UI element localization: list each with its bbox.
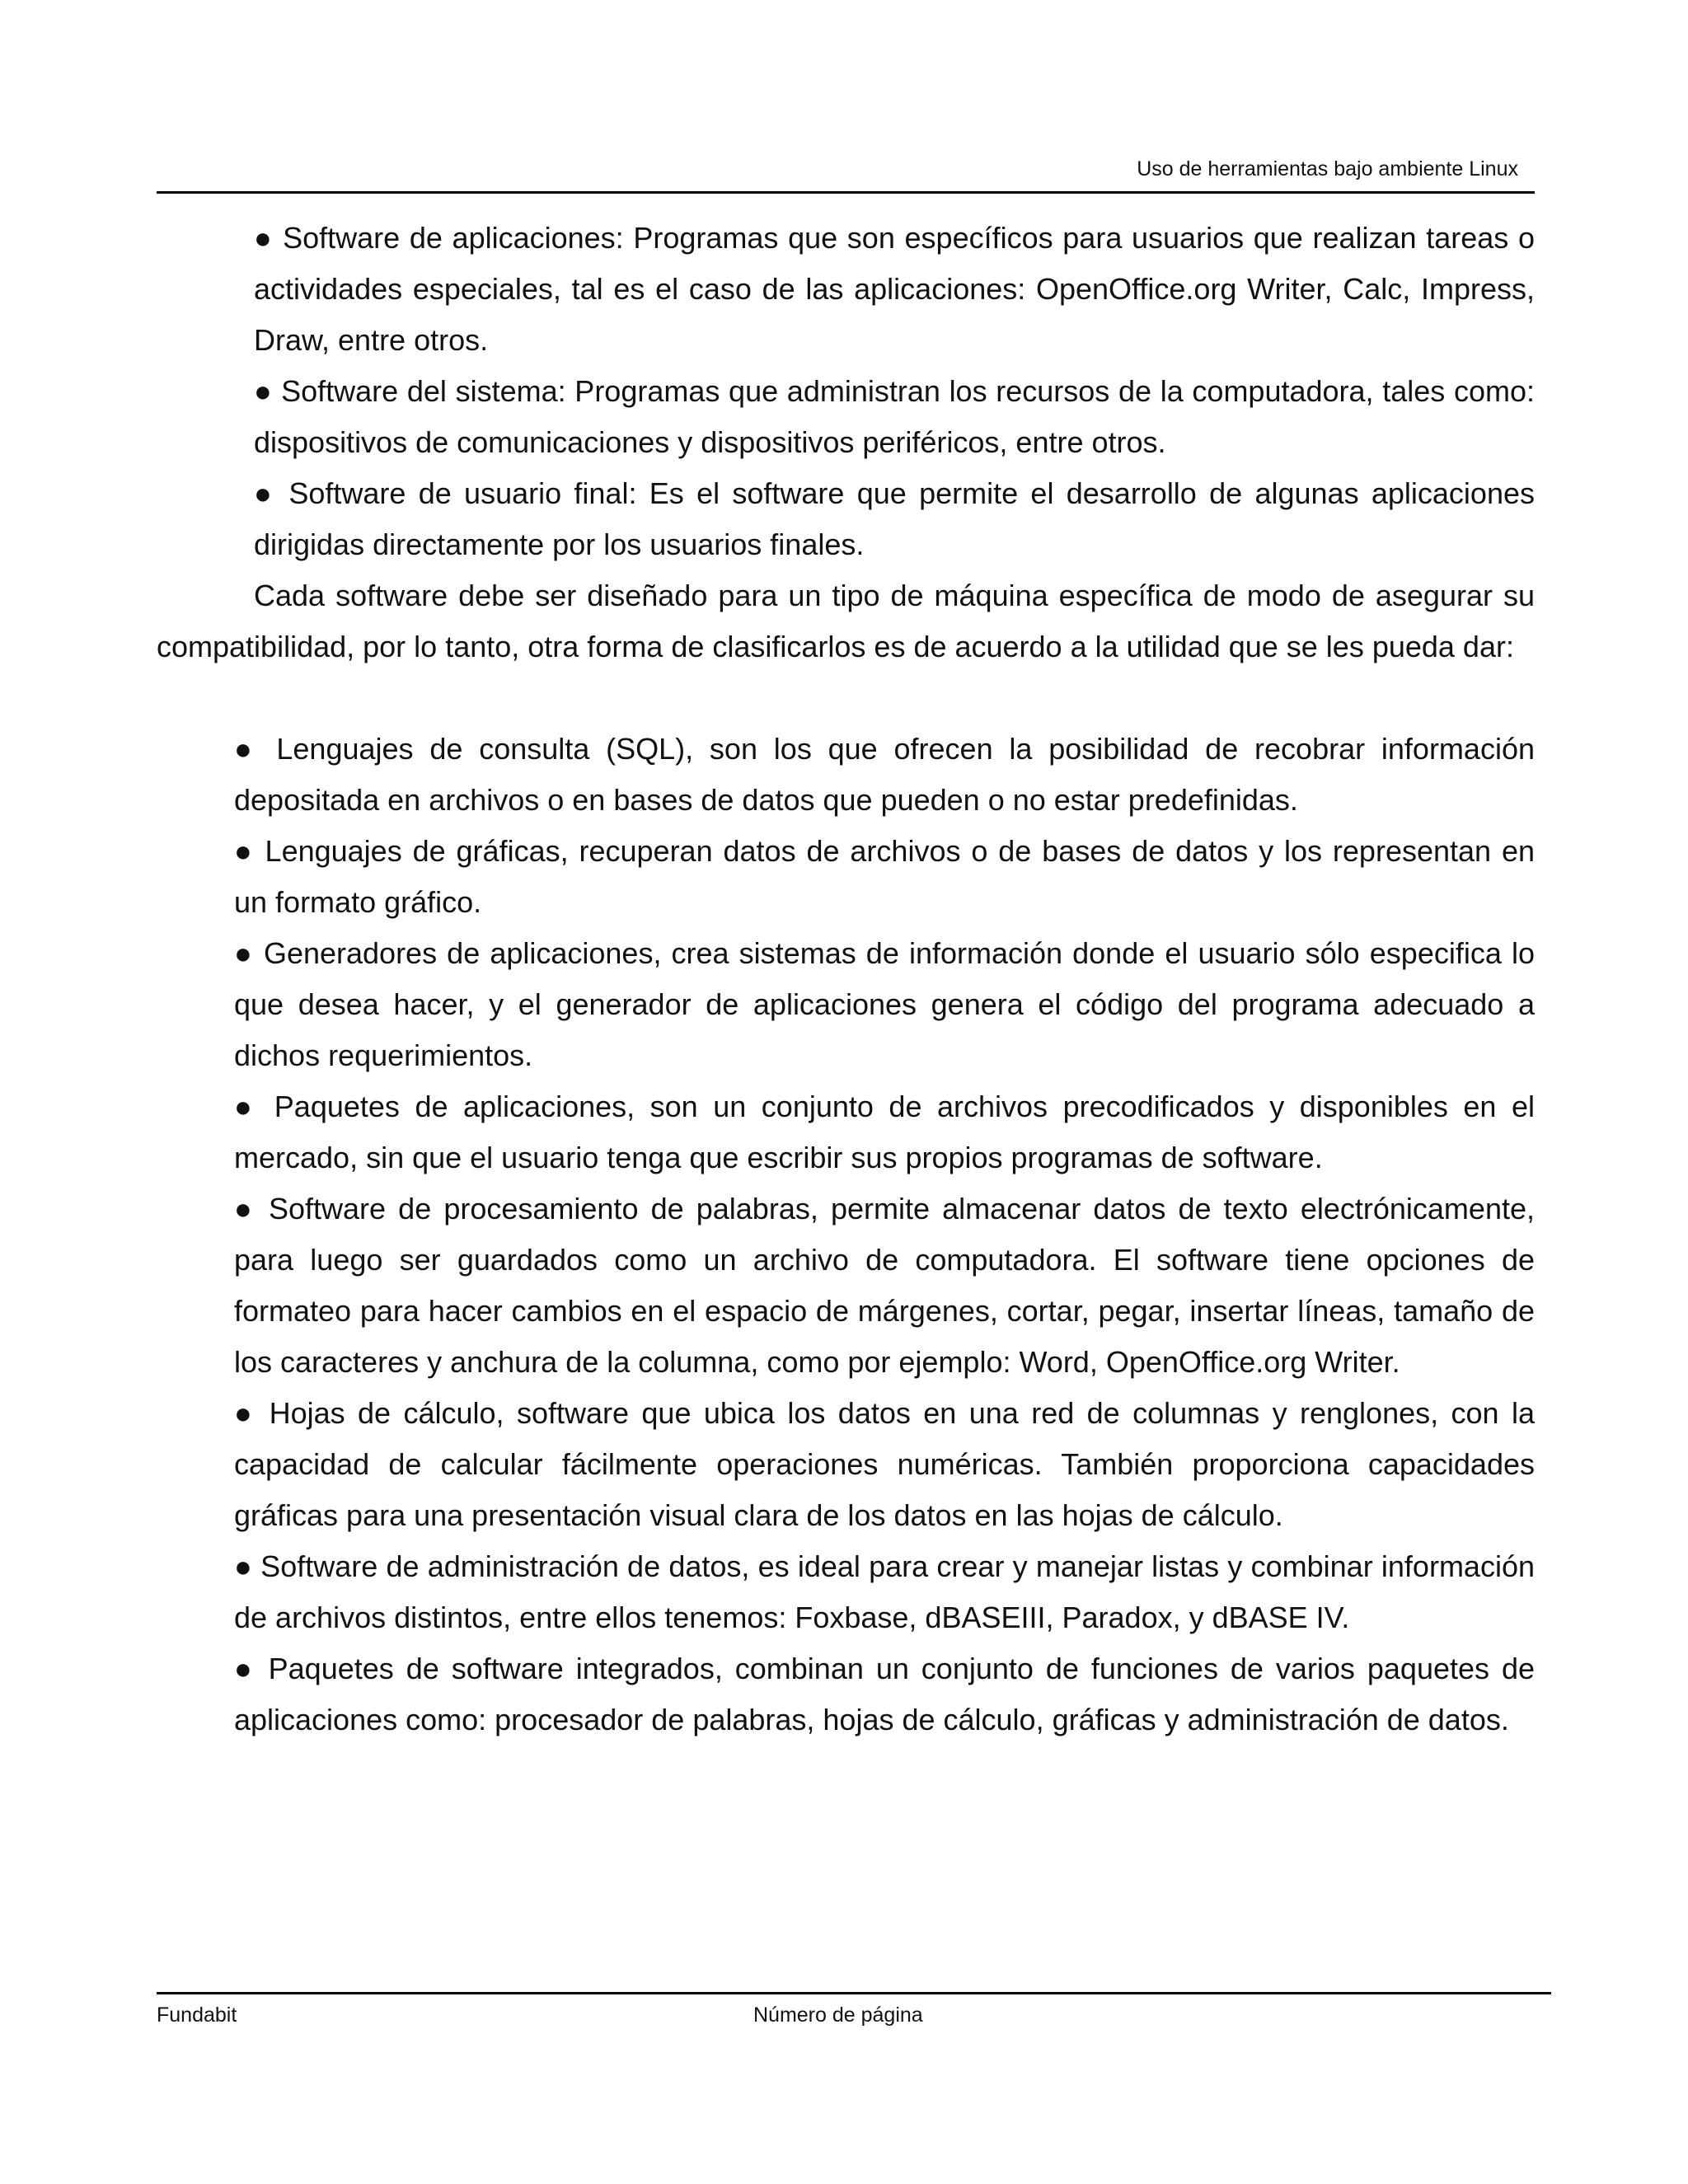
list-item-procesamiento-palabras: ● Software de procesamiento de palabras, permite almacenar datos de texto electrónicamente, para luego ser guardados como un archivo de computadora. El software tiene opciones de formateo para hacer cambios en el espacio de márgenes, cortar, pegar, insertar líneas, tamaño de los caracteres y anchura de la columna, como por ejemplo: Word, OpenOffice.org Writer. xyxy=(234,1192,1535,1379)
page-footer xyxy=(157,1992,1551,2036)
list-item-software-integrado: ● Paquetes de software integrados, combinan un conjunto de funciones de varios paquetes de aplicaciones como: procesador de palabras, hojas de cálculo, gráficas y administración de datos. xyxy=(234,1652,1535,1736)
footer-page-number: Número de página xyxy=(753,2004,923,2027)
intro-paragraph: Cada software debe ser diseñado para un tipo de máquina específica de modo de asegurar su compatibilidad, por lo tanto, otra forma de clasificarlos es de acuerdo a la utilidad que se les pueda dar: xyxy=(157,579,1535,663)
list-item-lenguajes-graficas: ● Lenguajes de gráficas, recuperan datos de archivos o de bases de datos y los representan en un formato gráfico. xyxy=(234,834,1535,919)
software-types-list xyxy=(157,213,1535,570)
list-item-generadores: ● Generadores de aplicaciones, crea sistemas de información donde el usuario sólo especifica lo que desea hacer, y el generador de aplicaciones genera el código del programa adecuado a dichos requerimientos. xyxy=(234,936,1535,1072)
list-item-aplicaciones: ● Software de aplicaciones: Programas que son específicos para usuarios que realizan tareas o actividades especiales, tal es el caso de las aplicaciones: OpenOffice.org Writer, Calc, Impress, Draw, entre otros. xyxy=(254,221,1535,357)
list-item-usuario-final: ● Software de usuario final: Es el software que permite el desarrollo de algunas aplicaciones dirigidas directamente por los usuarios finales. xyxy=(254,476,1535,561)
list-item-paquetes-aplicaciones: ● Paquetes de aplicaciones, son un conjunto de archivos precodificados y disponibles en el mercado, sin que el usuario tenga que escribir sus propios programas de software. xyxy=(234,1090,1535,1174)
list-item-hojas-calculo: ● Hojas de cálculo, software que ubica los datos en una red de columnas y renglones, con la capacidad de calcular fácilmente operaciones numéricas. También proporciona capacidades gráficas para una presentación visual clara de los datos en las hojas de cálculo. xyxy=(234,1396,1535,1532)
page-content xyxy=(157,213,1535,1746)
software-utility-list xyxy=(157,724,1535,1746)
list-item-lenguajes-consulta: ● Lenguajes de consulta (SQL), son los que ofrecen la posibilidad de recobrar información depositada en archivos o en bases de datos que pueden o no estar predefinidas. xyxy=(234,732,1535,817)
list-item-administracion-datos: ● Software de administración de datos, es ideal para crear y manejar listas y combinar información de archivos distintos, entre ellos tenemos: Foxbase, dBASEIII, Paradox, y dBASE IV. xyxy=(234,1549,1535,1634)
list-item-sistema: ● Software del sistema: Programas que administran los recursos de la computadora, tales como: dispositivos de comunicaciones y dispositivos periféricos, entre otros. xyxy=(254,374,1535,459)
footer-organization: Fundabit xyxy=(157,2004,237,2027)
page-header xyxy=(157,155,1535,194)
running-title: Uso de herramientas bajo ambiente Linux xyxy=(1137,157,1518,180)
